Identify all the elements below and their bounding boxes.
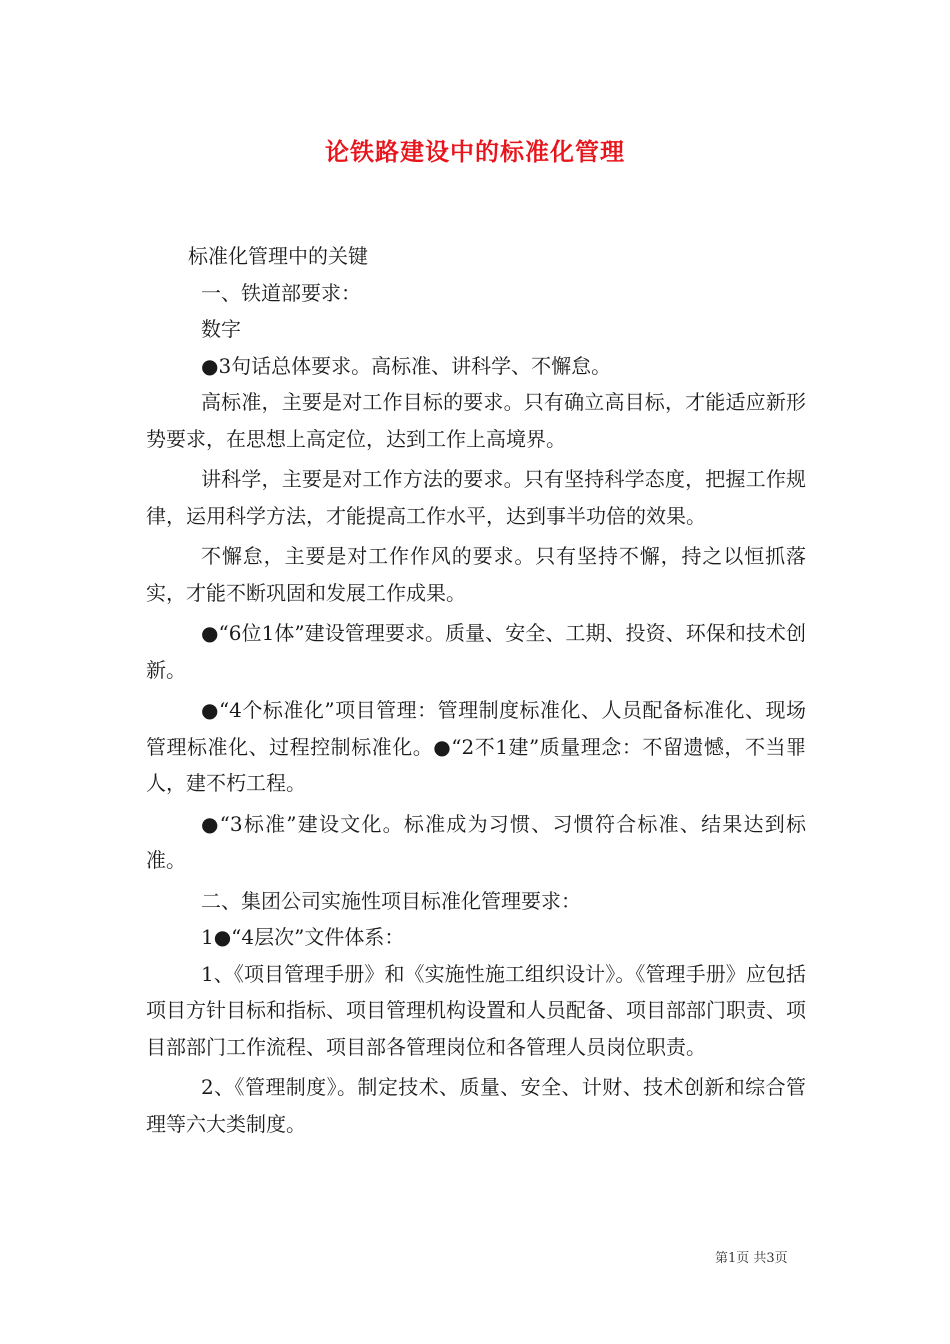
- document-title: 论铁路建设中的标准化管理: [325, 137, 625, 166]
- paragraph: 2、《管理制度》。制定技术、质量、安全、计财、技术创新和综合管理等六大类制度。: [146, 1075, 806, 1136]
- page-number: 第1页 共3页: [715, 1251, 788, 1266]
- paragraph: ●“4个标准化”项目管理：管理制度标准化、人员配备标准化、现场管理标准化、过程控制标准化。●“2不1建”质量理念：不留遗憾，不当罪人，建不朽工程。: [146, 698, 806, 795]
- section-heading: 二、集团公司实施性项目标准化管理要求：: [201, 888, 581, 913]
- paragraph: 高标准，主要是对工作目标的要求。只有确立高目标，才能适应新形势要求，在思想上高定位，达到工作上高境界。: [146, 390, 806, 451]
- paragraph: ●“6位1体”建设管理要求。质量、安全、工期、投资、环保和技术创新。: [146, 621, 806, 682]
- paragraph: 1、《项目管理手册》和《实施性施工组织设计》。《管理手册》应包括项目方针目标和指标、项目管理机构设置和人员配备、项目部部门职责、项目部部门工作流程、项目部各管理岗位和各管理人员岗位职责。: [146, 961, 806, 1059]
- paragraph: ●“3标准”建设文化。标准成为习惯、习惯符合标准、结果达到标准。: [146, 811, 806, 872]
- paragraph: 不懈怠，主要是对工作作风的要求。只有坚持不懈，持之以恒抓落实，才能不断巩固和发展工作成果。: [146, 544, 806, 605]
- paragraph: 1●“4层次”文件体系：: [201, 925, 405, 949]
- paragraph: ●3句话总体要求。高标准、讲科学、不懈怠。: [201, 353, 612, 378]
- paragraph: 数字: [201, 317, 241, 341]
- paragraph: 讲科学，主要是对工作方法的要求。只有坚持科学态度，把握工作规律，运用科学方法，才能提高工作水平，达到事半功倍的效果。: [146, 467, 806, 528]
- section-heading: 一、铁道部要求：: [201, 280, 361, 305]
- paragraph: 标准化管理中的关键: [188, 244, 368, 268]
- document-body: [146, 238, 806, 1142]
